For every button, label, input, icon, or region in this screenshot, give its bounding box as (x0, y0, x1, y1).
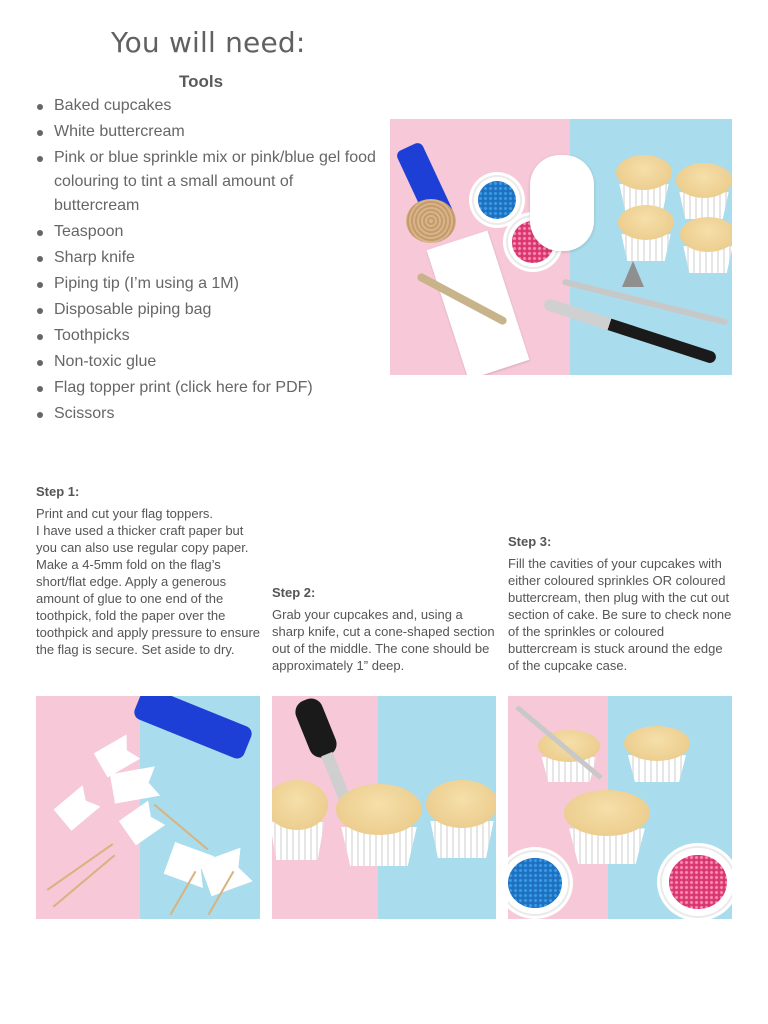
buttercream-log (530, 155, 594, 251)
cupcake (538, 730, 600, 782)
step-2-text: Grab your cupcakes and, using a sharp knife, cut a cone-shaped section out of the middle. The cone should be approximately 1” deep. (272, 607, 495, 673)
step-3-title: Step 3: (508, 534, 552, 549)
cupcake (564, 790, 650, 864)
step-2-title: Step 2: (272, 585, 316, 600)
cupcake (618, 205, 674, 261)
step-1-photo (36, 696, 260, 919)
cupcake (336, 784, 422, 866)
blue-sprinkle-bowl (472, 175, 522, 225)
toothpicks (406, 199, 456, 243)
page-heading: You will need: (111, 26, 306, 59)
list-item: Sharp knife (36, 246, 381, 270)
step-3-photo (508, 696, 732, 919)
pink-sprinkle-bowl (660, 846, 732, 918)
supplies-photo (390, 119, 732, 375)
list-item-link[interactable]: Flag topper print (click here for PDF) (36, 376, 381, 400)
cupcake (676, 163, 732, 219)
cupcake (680, 217, 732, 273)
list-item: Pink or blue sprinkle mix or pink/blue gel food colouring to tint a small amount of buttercream (36, 146, 381, 218)
cupcake (616, 155, 672, 211)
list-item: Teaspoon (36, 220, 381, 244)
tools-list (36, 94, 381, 428)
list-item: Baked cupcakes (36, 94, 381, 118)
step-1-text: Print and cut your flag toppers. I have used a thicker craft paper but you can also use regular copy paper. Make a 4-5mm fold on the flag’s short/flat edge. Apply a generous amount of glue to one end of the toothpick, fold the paper over the toothpick and apply pressure to ensure the flag is secure. Set aside to dry. (36, 506, 261, 657)
cupcake (272, 780, 328, 860)
step-1-title: Step 1: (36, 484, 80, 499)
step-3-text: Fill the cavities of your cupcakes with either coloured sprinkles OR coloured buttercream, then plug with the cut out section of cake. Be sure to check none of the sprinkles or coloured buttercream is stuck around the edge of the cupcake case. (508, 556, 732, 673)
list-item: White buttercream (36, 120, 381, 144)
list-item: Piping tip (I’m using a 1M) (36, 272, 381, 296)
cupcake (426, 780, 496, 858)
list-item: Non-toxic glue (36, 350, 381, 374)
list-item: Disposable piping bag (36, 298, 381, 322)
list-item: Scissors (36, 402, 381, 426)
tools-subheading: Tools (179, 72, 224, 91)
cupcake (624, 726, 690, 782)
list-item: Toothpicks (36, 324, 381, 348)
step-2-photo (272, 696, 496, 919)
